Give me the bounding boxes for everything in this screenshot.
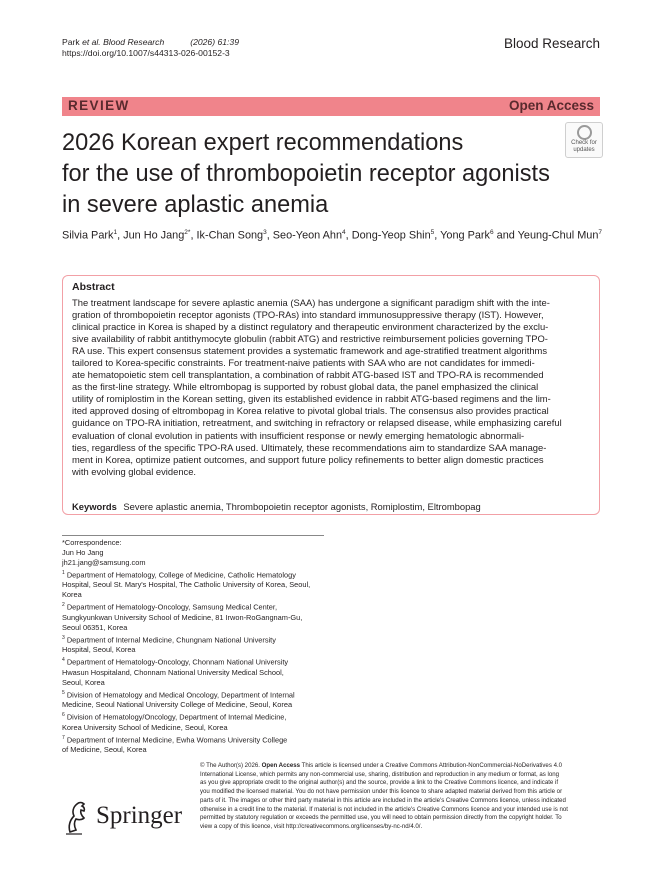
affiliation-line: Hospital, Seoul, Korea bbox=[62, 645, 136, 655]
title-line: in severe aplastic anemia bbox=[62, 192, 329, 218]
correspondence-email[interactable]: jh21.jang@samsung.com bbox=[62, 558, 146, 567]
abstract-line: guidance on TPO-RA initiation, retreatment, and switching in refractory or relapsed disease, while emphasizing careful bbox=[72, 417, 562, 429]
abstract-line: tailored to Korea-specific constraints. For treatment-naive patients with SAA who are not candidates for immedi- bbox=[72, 357, 535, 369]
keywords-label: Keywords bbox=[72, 501, 117, 512]
check-for-updates-icon bbox=[577, 125, 592, 140]
abstract-line: ties, regardless of the specific TPO-RA used. Ultimately, these recommendations aim to standardize SAA manage- bbox=[72, 441, 547, 453]
affiliation-line: $^3$ Department of Internal Medicine, Chungnam National University bbox=[62, 634, 276, 645]
abstract-line: ited approved dosing of eltrombopag in Korea relative to pivotal global trials. The consensus also provides practical bbox=[72, 405, 549, 417]
affiliation-line: $^2$ Department of Hematology-Oncology, Samsung Medical Center, bbox=[62, 602, 278, 612]
title-line: for the use of thrombopoietin receptor agonists bbox=[62, 161, 550, 187]
author-name[interactable]: Ik-Chan Song bbox=[196, 229, 264, 242]
publisher-name: Springer bbox=[96, 802, 183, 829]
author-name[interactable]: Silvia Park bbox=[62, 229, 114, 242]
abstract-box bbox=[62, 275, 600, 515]
correspondence-line: *Correspondence: bbox=[62, 538, 122, 547]
title-line: 2026 Korean expert recommendations bbox=[62, 130, 464, 156]
article-type-banner bbox=[62, 97, 600, 116]
author-name[interactable]: Yeung-Chul Mun bbox=[517, 229, 599, 242]
correspondence-line: Jun Ho Jang bbox=[62, 548, 104, 557]
open-access-label: Open Access bbox=[508, 98, 594, 113]
affiliation-line: $^6$ Division of Hematology/Oncology, Department of Internal Medicine, bbox=[62, 712, 287, 722]
affiliation-line: Sungkyunkwan University School of Medicine, 81 Irwon-RoGangnam-Gu, bbox=[62, 612, 303, 622]
license-line: as you give appropriate credit to the original author(s) and the source, provide a link to the Creative Commons licence, and indicate if bbox=[200, 779, 559, 787]
abstract-line: The treatment landscape for severe aplastic anemia (SAA) has undergone a significant paradigm shift with the inte- bbox=[72, 297, 550, 308]
citation-year-volume: (2026) 61:39 bbox=[190, 37, 239, 47]
affiliation-line: Hwasun Hospitaland, Chonnam National University Medical School, bbox=[62, 667, 284, 677]
article-title bbox=[62, 128, 602, 221]
check-for-updates-button[interactable] bbox=[565, 122, 603, 158]
affiliation-line: $^5$ Division of Hematology and Medical Oncology, Department of Internal bbox=[62, 689, 295, 700]
affiliation-marker: 5 bbox=[430, 229, 435, 236]
license-line: International License, which permits any non-commercial use, sharing, distribution and reproduction in any medium or format, as long bbox=[200, 770, 560, 778]
affiliation-line: Hospital, Seoul St. Mary's Hospital, The Catholic University of Korea, Seoul, bbox=[62, 580, 311, 590]
author-name[interactable]: Jun Ho Jang bbox=[123, 229, 185, 242]
abstract-heading: Abstract bbox=[72, 281, 115, 293]
abstract-line: as the first-line strategy. While eltrombopag is supported by robust global data, the panel emphasized the clinical bbox=[72, 381, 539, 393]
abstract-line: clinical practice in Korea is shaped by a distinct regulatory and therapeutic environment characterized by the exclu- bbox=[72, 321, 549, 333]
license-line: parts of it. The images or other third party material in this article are included in the article's Creative Commons licence, unless indicated bbox=[200, 796, 566, 804]
keywords-row bbox=[72, 501, 481, 512]
affiliation-line: Korea University School of Medicine, Seoul, Korea bbox=[62, 722, 228, 732]
citation-journal: et al. Blood Research bbox=[82, 37, 165, 47]
running-header-citation bbox=[62, 37, 239, 59]
abstract-line: with evolving global evidence. bbox=[72, 465, 197, 477]
correspondence-affiliations bbox=[62, 538, 332, 755]
author-name[interactable]: Dong-Yeop Shin bbox=[351, 229, 431, 242]
doi-link[interactable]: https://doi.org/10.1007/s44313-026-00152-3 bbox=[62, 48, 230, 58]
abstract-line: utility of romiplostim in the Korean setting, given its established evidence in rabbit ATG-based regimens and the lim- bbox=[72, 393, 551, 405]
license-line: otherwise in a credit line to the material. If material is not included in the article's Creative Commons licence and your intended use is not bbox=[200, 805, 568, 813]
abstract-line: ate hematopoietic stem cell transplantation, a combination of rabbit ATG-based IST and TPO-RA is recommended bbox=[72, 369, 544, 381]
affiliation-line: Medicine, Seoul National University College of Medicine, Seoul, Korea bbox=[62, 700, 293, 710]
abstract-line: gration of thrombopoietin receptor agonists (TPO-RAs) into standard immunosuppressive therapy (IST). However, bbox=[72, 309, 544, 321]
citation-author: Park bbox=[62, 37, 80, 47]
license-line: you modified the licensed material. You do not have permission under this licence to share adapted material derived from this article or bbox=[200, 788, 563, 796]
affiliation-line: of Medicine, Seoul, Korea bbox=[62, 745, 147, 755]
affiliation-marker: 7 bbox=[598, 229, 603, 236]
springer-horse-icon bbox=[62, 798, 92, 836]
affiliation-line: $^7$ Department of Internal Medicine, Ewha Womans University College bbox=[62, 734, 288, 745]
abstract-line: sive availability of rabbit antithymocyte globulin (rabbit ATG) and restrictive reimbursement policies governing TPO- bbox=[72, 333, 548, 345]
license-statement bbox=[200, 762, 600, 832]
affiliation-marker: 2* bbox=[184, 229, 191, 236]
affiliation-line: $^1$ Department of Hematology, College of Medicine, Catholic Hematology bbox=[62, 570, 296, 580]
license-line: permitted by statutory regulation or exceeds the permitted use, you will need to obtain permission directly from the copyright holder. To bbox=[200, 814, 562, 822]
publisher-logo bbox=[62, 798, 192, 838]
abstract-line: RA use. This expert consensus statement provides a systematic framework and age-stratified treatment algorithms bbox=[72, 345, 548, 357]
affiliation-marker: 1 bbox=[113, 229, 118, 236]
abstract-line: ment in Korea, optimize patient outcomes, and support future policy refinements to better align domestic practices bbox=[72, 453, 544, 465]
footnote-divider bbox=[62, 535, 324, 536]
author-name[interactable]: Seo-Yeon Ahn bbox=[272, 229, 343, 242]
keywords-list: Severe aplastic anemia, Thrombopoietin receptor agonists, Romiplostim, Eltrombopag bbox=[123, 501, 481, 512]
journal-name: Blood Research bbox=[503, 36, 600, 51]
article-type-label: REVIEW bbox=[68, 98, 130, 113]
license-line: © The Author(s) 2026. Open Access This article is licensed under a Creative Commons Attribution-NonCommercial-NoDerivatives 4.0 bbox=[200, 762, 563, 769]
affiliation-marker: 6 bbox=[490, 229, 494, 236]
affiliation-marker: 4 bbox=[342, 229, 346, 236]
affiliation-marker: 3 bbox=[263, 229, 267, 236]
affiliation-line: Korea bbox=[62, 590, 82, 600]
check-for-updates-label: updates bbox=[573, 146, 595, 153]
affiliation-line: $^4$ Department of Hematology-Oncology, Chonnam National University bbox=[62, 657, 289, 667]
author-name[interactable]: Yong Park bbox=[440, 229, 490, 242]
abstract-line: evaluation of clonal evolution in patients with insufficient response or newly emerging hematologic abnormali- bbox=[72, 429, 525, 441]
affiliation-line: Seoul, Korea bbox=[62, 677, 105, 687]
author-list: Silvia Park$^1$, Jun Ho Jang$^{2*}$, Ik-Chan Song$^3$, Seo-Yeon Ahn$^4$, Dong-Yeop Shin$^5$, Yong Park$^6$ and Yeung-Chul Mun$^7$ bbox=[62, 229, 603, 242]
abstract-body bbox=[72, 297, 594, 478]
check-for-updates-label: Check for bbox=[571, 140, 597, 146]
license-link[interactable]: view a copy of this licence, visit http://creativecommons.org/licenses/by-nc-nd/4.0/. bbox=[200, 822, 423, 830]
affiliation-line: Seoul 06351, Korea bbox=[62, 622, 128, 632]
